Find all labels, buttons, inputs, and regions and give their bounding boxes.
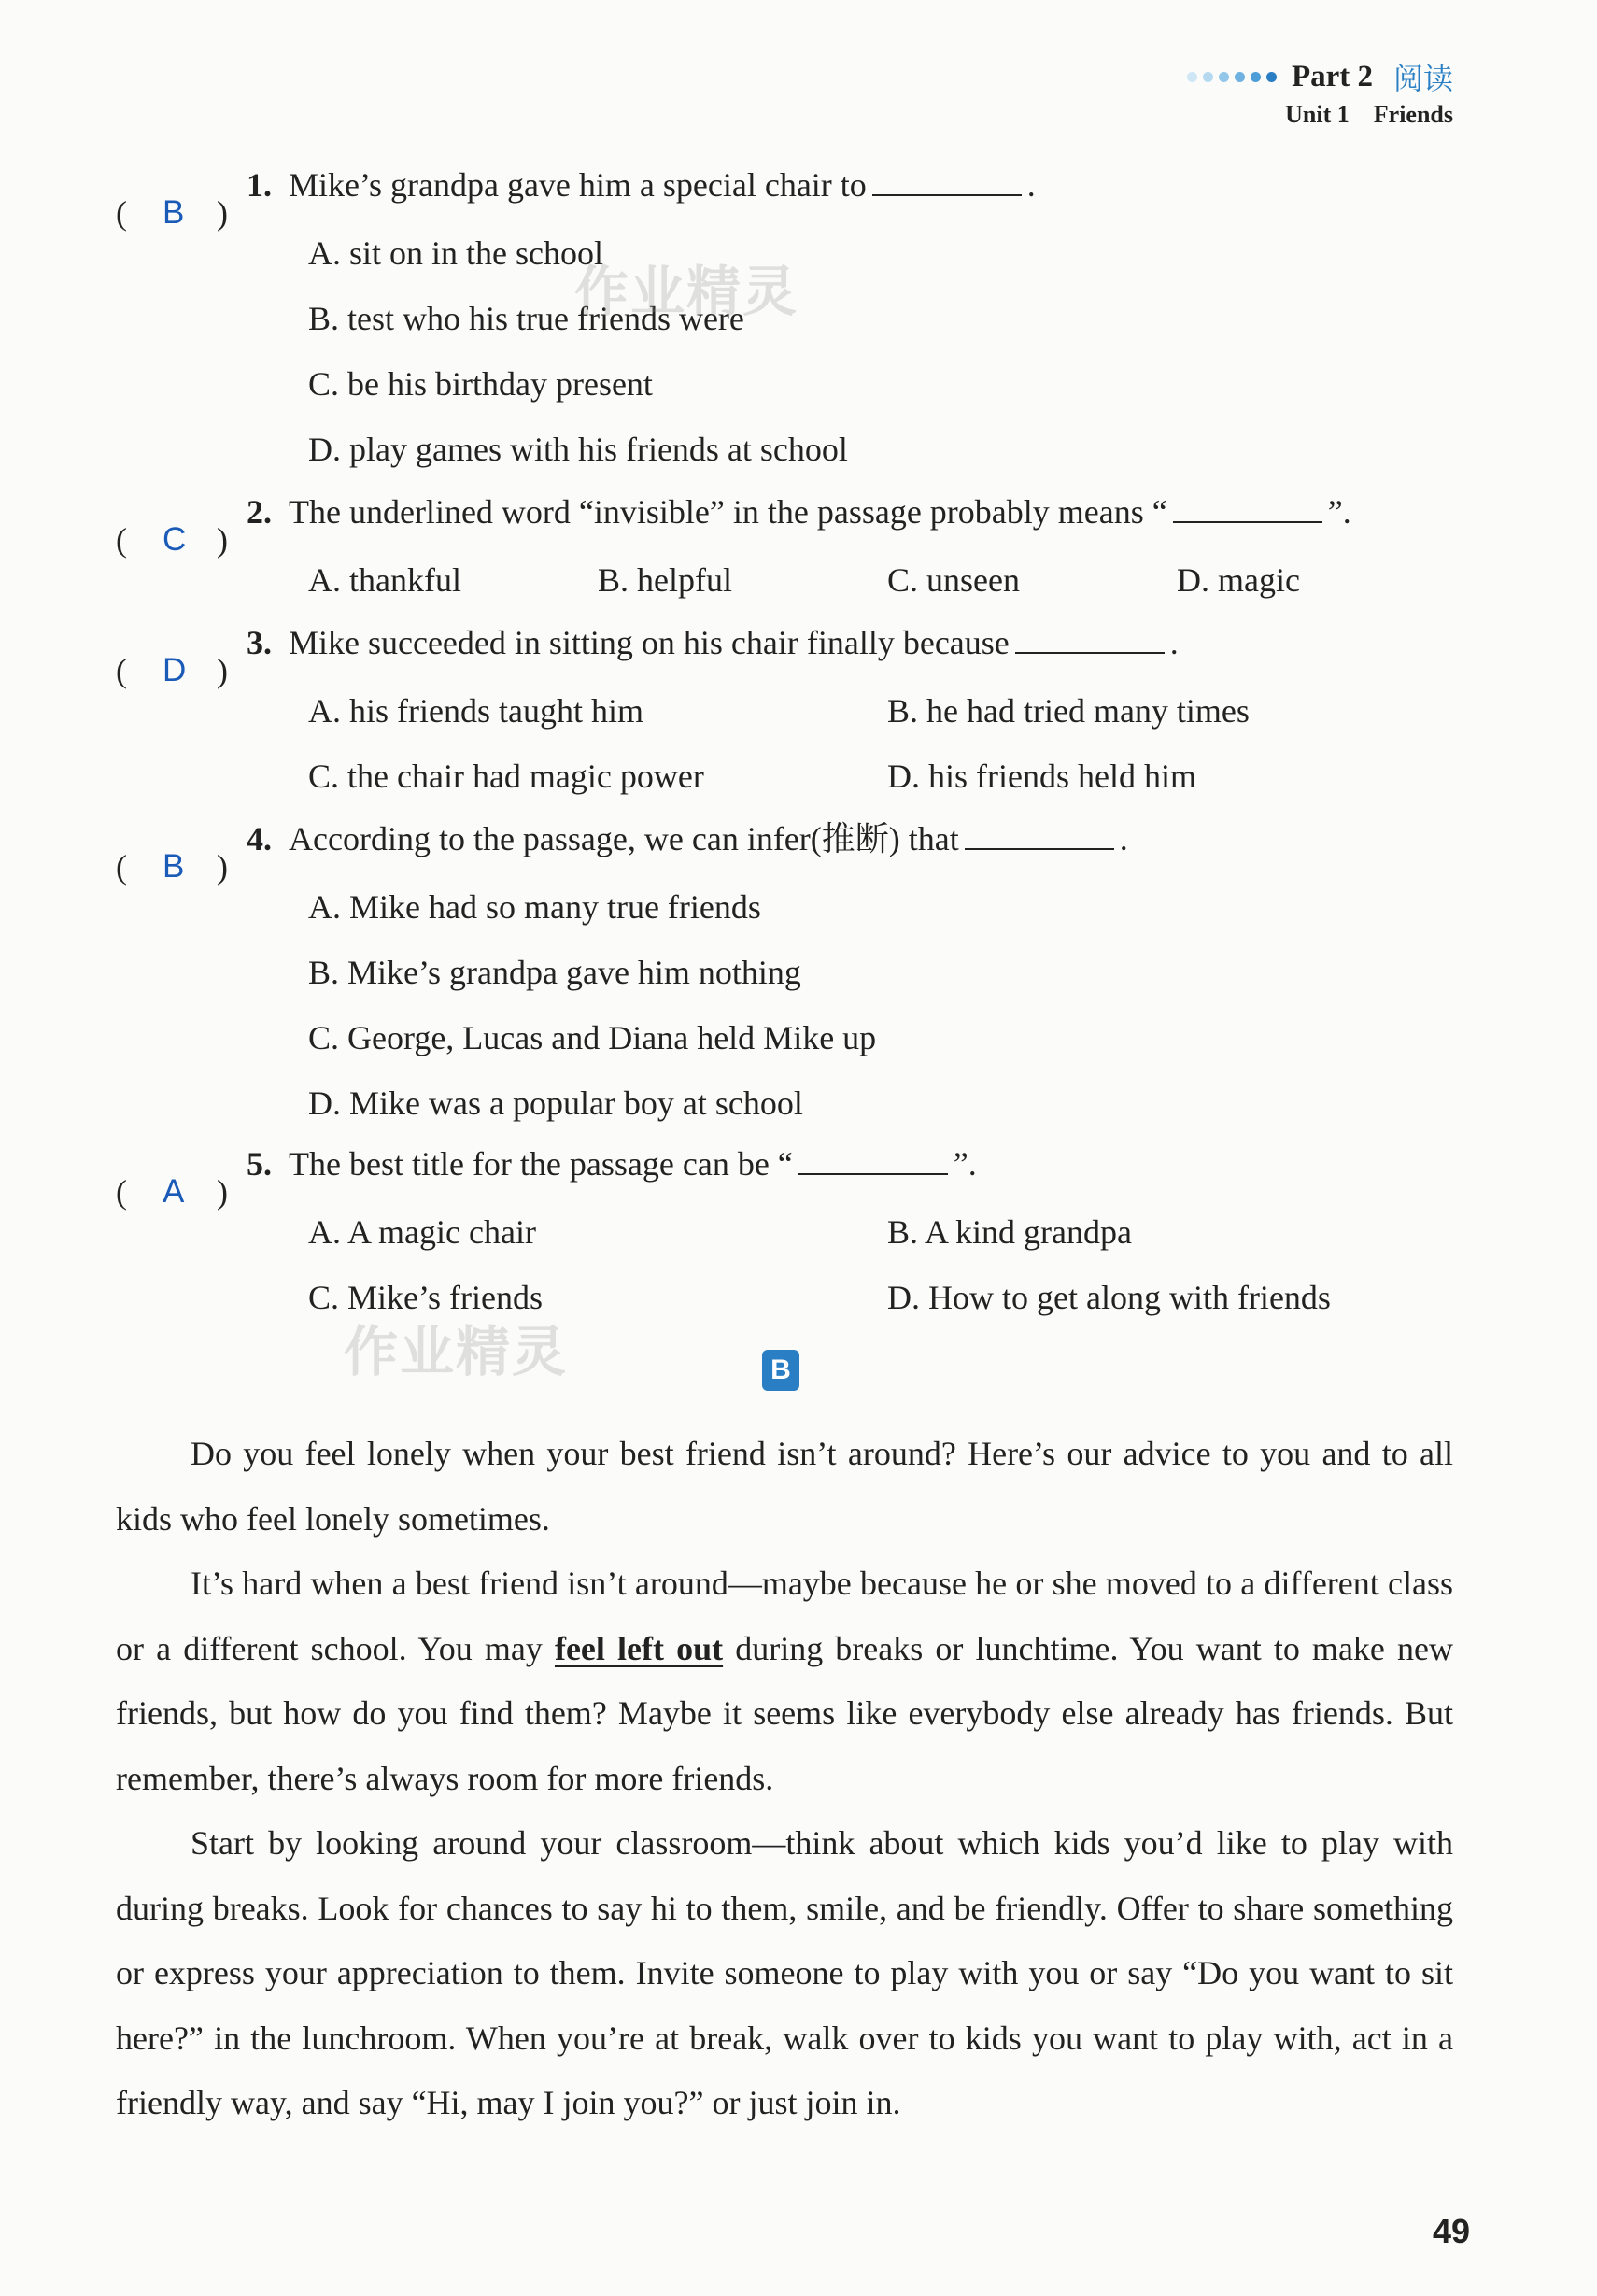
page-number: 49 bbox=[1432, 2212, 1470, 2250]
answer-blank bbox=[798, 1147, 948, 1175]
question-3: ( D ) 3. Mike succeeded in sitting on his chair finally because . bbox=[116, 624, 1179, 689]
answer-2: C bbox=[163, 521, 187, 558]
option-5d: D. How to get along with friends bbox=[887, 1279, 1331, 1316]
option-4b: B. Mike’s grandpa gave him nothing bbox=[308, 954, 801, 991]
section-badge: B bbox=[762, 1350, 799, 1391]
decorative-dots bbox=[1187, 72, 1277, 82]
question-stem: The best title for the passage can be “ bbox=[289, 1145, 793, 1183]
question-stem: Mike succeeded in sitting on his chair finally because bbox=[289, 624, 1010, 661]
question-number: 3. bbox=[247, 624, 272, 661]
passage-paragraph-3: Start by looking around your classroom—think about which kids you’d like to play with during breaks. Look for chances to say hi to them, smile, and be friendly. Offer to share something or express your appreciation to them. Invite someone to play with you or say “Do you want to sit here?” in the lunchroom. When you’re at break, walk over to kids you want to play with, act in a friendly way, and say “Hi, may I join you?” or just join in. bbox=[116, 1824, 1453, 2121]
option-2b: B. helpful bbox=[598, 561, 732, 599]
question-stem: The underlined word “invisible” in the passage probably means “ bbox=[289, 493, 1167, 531]
dot-icon bbox=[1187, 72, 1197, 82]
option-4d: D. Mike was a popular boy at school bbox=[308, 1084, 803, 1122]
unit-label: Unit 1 bbox=[1285, 101, 1350, 128]
option-1c: C. be his birthday present bbox=[308, 365, 653, 403]
option-3a: A. his friends taught him bbox=[308, 692, 643, 730]
question-number: 1. bbox=[247, 166, 272, 204]
underlined-phrase: feel left out bbox=[554, 1629, 724, 1667]
question-2: ( C ) 2. The underlined word “invisible” in the passage probably means “ ”. bbox=[116, 493, 1351, 559]
option-1b: B. test who his true friends were bbox=[308, 300, 744, 337]
answer-3: D bbox=[163, 652, 187, 688]
option-2d: D. magic bbox=[1177, 561, 1300, 599]
question-number: 2. bbox=[247, 493, 272, 531]
option-3d: D. his friends held him bbox=[887, 758, 1196, 795]
dot-icon bbox=[1203, 72, 1213, 82]
option-5b: B. A kind grandpa bbox=[887, 1213, 1132, 1251]
answer-5: A bbox=[163, 1173, 185, 1210]
question-stem: Mike’s grandpa gave him a special chair to bbox=[289, 166, 867, 204]
answer-1: B bbox=[163, 194, 185, 231]
part-label: Part 2 bbox=[1291, 59, 1373, 93]
question-stem: According to the passage, we can infer(推断) that bbox=[289, 820, 959, 857]
passage-paragraph-2: It’s hard when a best friend isn’t around—maybe because he or she moved to a different class or a different school. You may feel left out during breaks or lunchtime. You want to make new friends, but how do you find them? Maybe it seems like everybody else already has friends. But remember, there’s always room for more friends. bbox=[116, 1565, 1453, 1797]
question-4: ( B ) 4. According to the passage, we can infer(推断) that . bbox=[116, 820, 1128, 886]
passage-paragraph-1: Do you feel lonely when your best friend isn’t around? Here’s our advice to you and to all kids who feel lonely sometimes. bbox=[116, 1435, 1453, 1538]
option-4a: A. Mike had so many true friends bbox=[308, 888, 761, 926]
dot-icon bbox=[1219, 72, 1229, 82]
option-5a: A. A magic chair bbox=[308, 1213, 536, 1251]
option-3b: B. he had tried many times bbox=[887, 692, 1250, 730]
dot-icon bbox=[1235, 72, 1245, 82]
option-1a: A. sit on in the school bbox=[308, 234, 603, 272]
page-header bbox=[1187, 54, 1453, 129]
unit-title: Friends bbox=[1373, 101, 1453, 128]
question-number: 5. bbox=[247, 1145, 272, 1183]
option-2c: C. unseen bbox=[887, 561, 1020, 599]
watermark: 作业精灵 bbox=[574, 260, 799, 323]
option-2a: A. thankful bbox=[308, 561, 461, 599]
option-4c: C. George, Lucas and Diana held Mike up bbox=[308, 1019, 877, 1056]
watermark: 作业精灵 bbox=[344, 1320, 569, 1383]
answer-4: B bbox=[163, 848, 185, 885]
question-1: ( B ) 1. Mike’s grandpa gave him a special chair to . bbox=[116, 166, 1036, 232]
dot-icon bbox=[1251, 72, 1261, 82]
answer-blank bbox=[965, 822, 1114, 850]
question-number: 4. bbox=[247, 820, 272, 857]
question-5: ( A ) 5. The best title for the passage can be “ ”. bbox=[116, 1145, 977, 1211]
part-cn-label: 阅读 bbox=[1392, 61, 1453, 96]
option-5c: C. Mike’s friends bbox=[308, 1279, 543, 1316]
reading-passage bbox=[116, 1422, 1453, 2136]
answer-blank bbox=[1173, 495, 1322, 523]
answer-blank bbox=[872, 168, 1022, 196]
option-3c: C. the chair had magic power bbox=[308, 758, 704, 795]
answer-blank bbox=[1015, 626, 1165, 654]
option-1d: D. play games with his friends at school bbox=[308, 431, 848, 468]
dot-icon bbox=[1266, 72, 1277, 82]
